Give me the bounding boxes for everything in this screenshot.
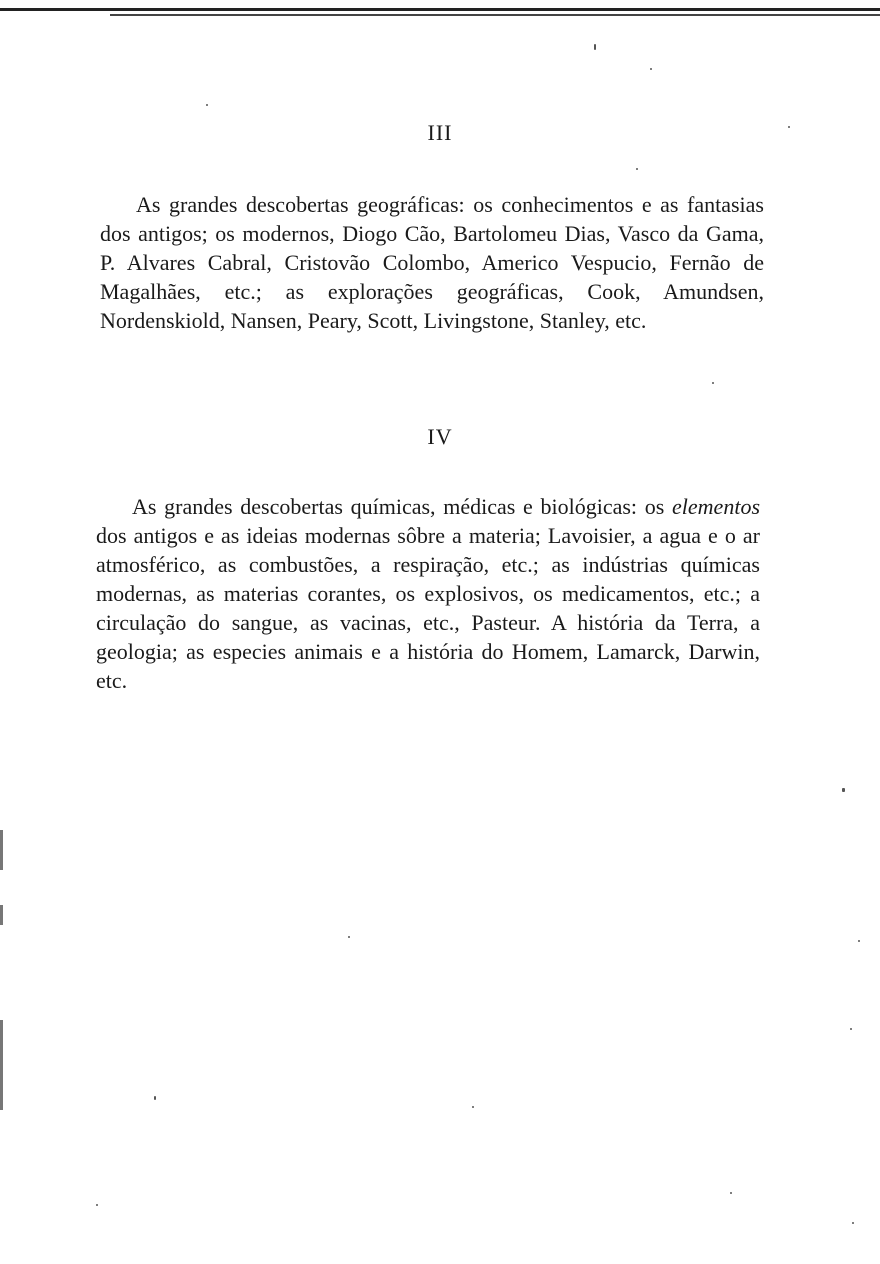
scan-speck bbox=[858, 940, 860, 942]
scan-speck bbox=[712, 382, 714, 384]
emphasized-term: elementos bbox=[672, 494, 760, 519]
section-iv-text-start: As grandes descobertas químicas, médicas e biológicas: os bbox=[132, 494, 673, 519]
section-iv-paragraph bbox=[96, 492, 760, 695]
scan-edge-mark bbox=[0, 1020, 3, 1110]
scan-speck bbox=[594, 44, 596, 50]
scan-speck bbox=[650, 68, 652, 70]
scan-speck bbox=[852, 1222, 854, 1224]
scan-speck bbox=[850, 1028, 852, 1030]
scan-speck bbox=[348, 936, 350, 938]
scan-speck bbox=[96, 1204, 98, 1206]
scan-speck bbox=[636, 168, 638, 170]
scan-speck bbox=[206, 104, 208, 106]
page-top-rule bbox=[0, 8, 880, 11]
scan-speck bbox=[842, 788, 845, 792]
page-top-rule-secondary bbox=[110, 14, 880, 16]
scan-edge-mark bbox=[0, 830, 3, 870]
section-iv-text-end: dos antigos e as ideias modernas sôbre a materia; Lavoisier, a agua e o ar atmosférico, as combustões, a respiração, etc.; as indústrias químicas modernas, as materias corantes, os explosivos, os medicamentos, etc.; a circulação do sangue, as vacinas, etc., Pasteur. A história da Terra, a geologia; as especies animais e a história do Homem, Lamarck, Darwin, etc. bbox=[96, 523, 760, 693]
section-iii-paragraph bbox=[100, 190, 764, 335]
scan-edge-mark bbox=[0, 905, 3, 925]
section-heading-iii: III bbox=[427, 120, 453, 145]
section-heading-iv: IV bbox=[427, 424, 453, 449]
scan-speck bbox=[788, 126, 790, 128]
scan-speck bbox=[472, 1106, 474, 1108]
scan-speck bbox=[730, 1192, 732, 1194]
scan-speck bbox=[154, 1096, 156, 1100]
section-iii-text: As grandes descobertas geográficas: os conhecimentos e as fantasias dos antigos; os modernos, Diogo Cão, Bartolomeu Dias, Vasco da Gama, P. Alvares Cabral, Cristovão Colombo, Americo Vespucio, Fernão de Magalhães, etc.; as explorações geográficas, Cook, Amundsen, Nordenskiold, Nansen, Peary, Scott, Livingstone, Stanley, etc. bbox=[100, 192, 764, 333]
